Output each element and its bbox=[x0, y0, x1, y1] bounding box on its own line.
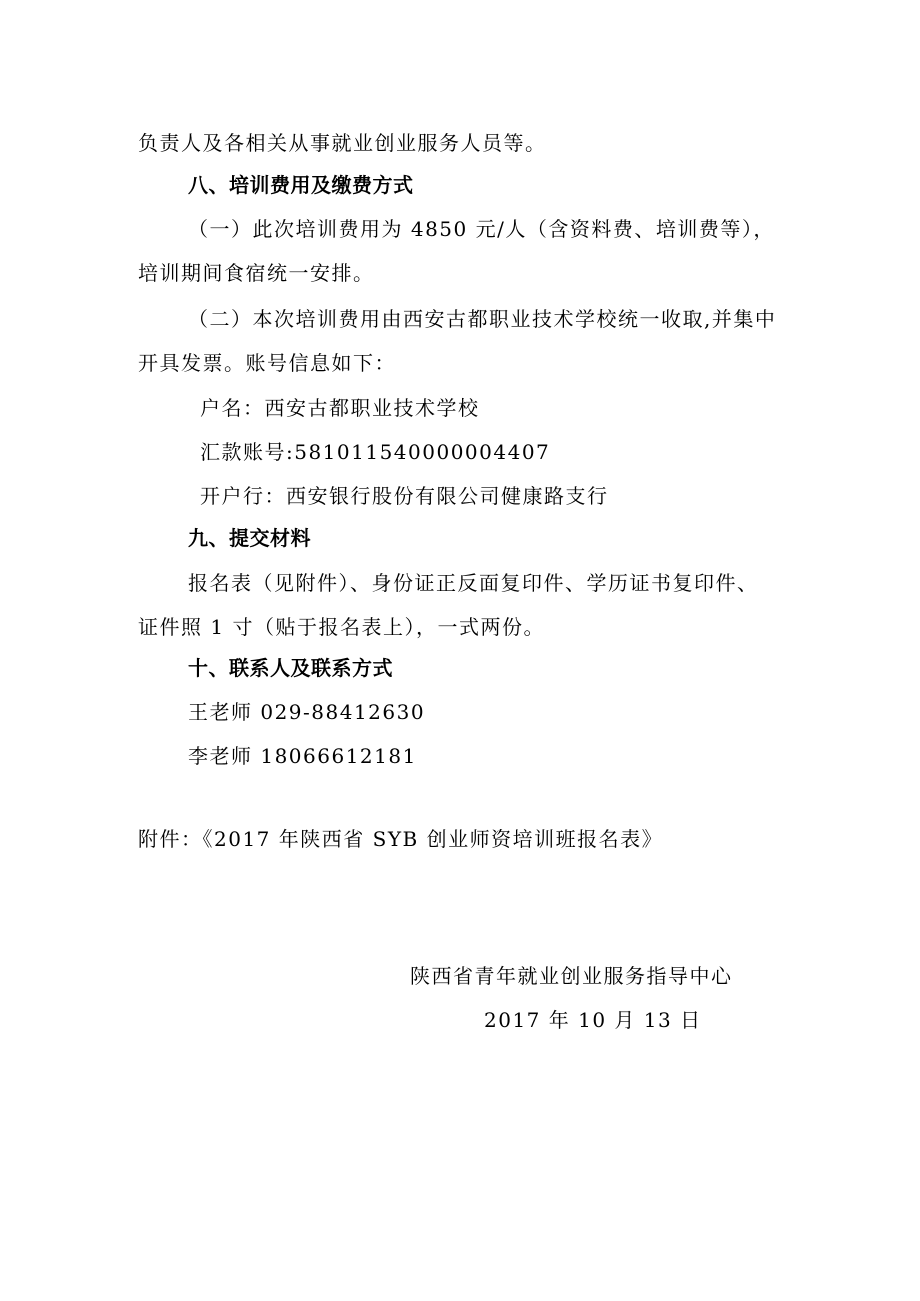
signature-organization: 陕西省青年就业创业服务指导中心 bbox=[410, 964, 733, 988]
section-8-item-1-line-1: （一）此次培训费用为 4850 元/人（含资料费、培训费等）， bbox=[188, 217, 775, 241]
section-8-heading: 八、培训费用及缴费方式 bbox=[188, 173, 414, 197]
section-9-line-2: 证件照 1 寸（贴于报名表上），一式两份。 bbox=[138, 615, 545, 639]
contact-1: 王老师 029-88412630 bbox=[188, 700, 426, 724]
section-8-item-1-line-2: 培训期间食宿统一安排。 bbox=[138, 261, 375, 285]
signature-date: 2017 年 10 月 13 日 bbox=[484, 1008, 702, 1032]
section-9-heading: 九、提交材料 bbox=[188, 526, 311, 550]
intro-tail-text: 负责人及各相关从事就业创业服务人员等。 bbox=[138, 131, 547, 155]
section-8-item-2-line-1: （二）本次培训费用由西安古都职业技术学校统一收取,并集中 bbox=[188, 307, 777, 331]
section-10-heading: 十、联系人及联系方式 bbox=[188, 656, 393, 680]
account-number: 汇款账号:581011540000004407 bbox=[200, 440, 551, 464]
section-8-item-2-line-2: 开具发票。账号信息如下： bbox=[138, 351, 396, 375]
section-9-line-1: 报名表（见附件）、身份证正反面复印件、学历证书复印件、 bbox=[188, 571, 759, 595]
attachment-note: 附件：《2017 年陕西省 SYB 创业师资培训班报名表》 bbox=[138, 827, 664, 851]
bank-name: 开户行：西安银行股份有限公司健康路支行 bbox=[200, 484, 609, 508]
account-name: 户名：西安古都职业技术学校 bbox=[200, 396, 480, 420]
contact-2: 李老师 18066612181 bbox=[188, 744, 417, 768]
